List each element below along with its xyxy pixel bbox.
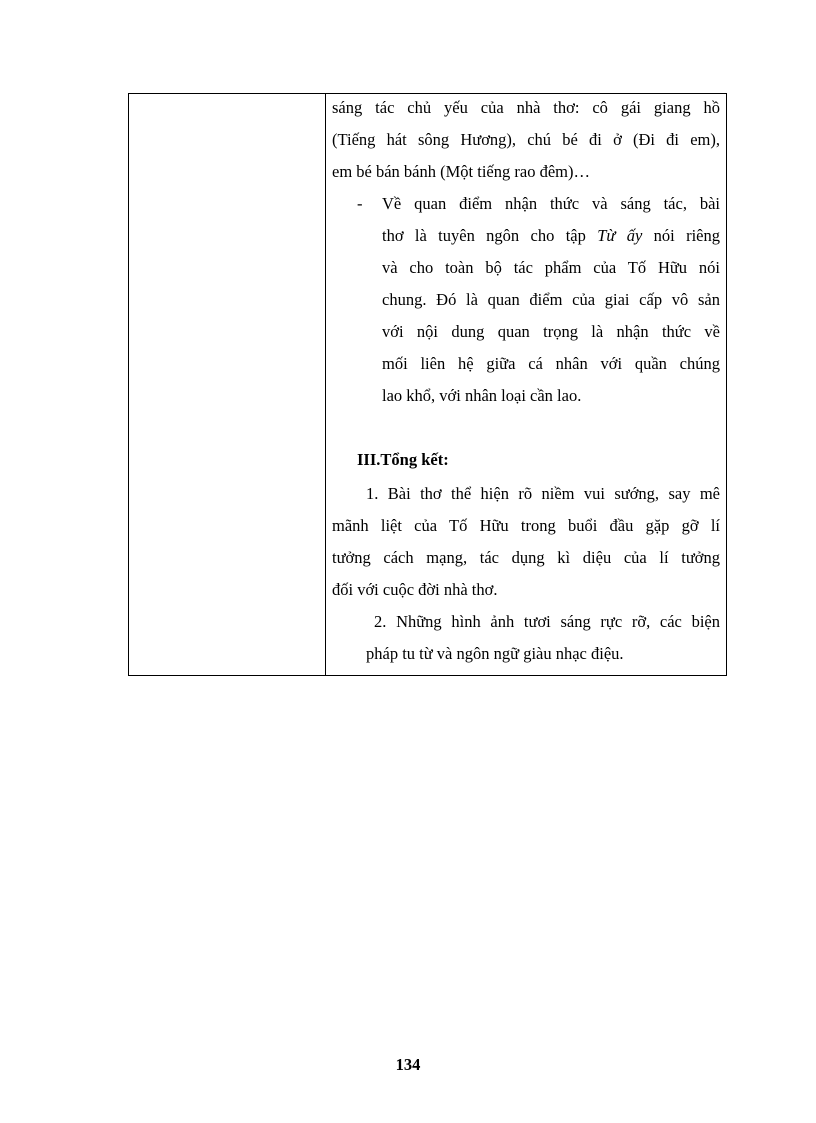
bullet-text: thơ là tuyên ngôn cho tập bbox=[382, 226, 598, 245]
page-number: 134 bbox=[395, 1055, 421, 1074]
bullet-line: chung. Đó là quan điểm của giai cấp vô sản bbox=[382, 290, 720, 309]
summary-line: đối với cuộc đời nhà thơ. bbox=[332, 580, 498, 599]
bullet-line: lao khổ, với nhân loại cần lao. bbox=[382, 386, 582, 405]
column-divider bbox=[325, 94, 326, 675]
bullet-line: với nội dung quan trọng là nhận thức về bbox=[382, 322, 720, 341]
bullet-line: và cho toàn bộ tác phẩm của Tố Hữu nói bbox=[382, 258, 720, 277]
bullet-line bbox=[382, 226, 720, 246]
table-left-cell bbox=[129, 94, 325, 675]
paragraph-line: em bé bán bánh (Một tiếng rao đêm)… bbox=[332, 162, 590, 181]
paragraph-line: sáng tác chủ yếu của nhà thơ: cô gái giang hồ bbox=[332, 98, 720, 117]
paragraph-line: (Tiếng hát sông Hương), chú bé đi ở (Đi đi em), bbox=[332, 130, 720, 149]
bullet-marker: - bbox=[357, 194, 363, 213]
summary-line: mãnh liệt của Tố Hữu trong buổi đầu gặp gỡ lí bbox=[332, 516, 720, 535]
summary-line: 2. Những hình ảnh tươi sáng rực rỡ, các biện bbox=[374, 612, 720, 631]
bullet-text: nói riêng bbox=[642, 226, 720, 245]
summary-line: 1. Bài thơ thể hiện rõ niềm vui sướng, say mê bbox=[366, 484, 720, 503]
summary-line: pháp tu từ và ngôn ngữ giàu nhạc điệu. bbox=[366, 644, 624, 663]
section-heading: III.Tổng kết: bbox=[357, 450, 449, 469]
content-table bbox=[128, 93, 727, 676]
book-title: Từ ấy bbox=[597, 226, 643, 245]
bullet-line: Về quan điểm nhận thức và sáng tác, bài bbox=[382, 194, 720, 213]
summary-line: tưởng cách mạng, tác dụng kì diệu của lí tưởng bbox=[332, 548, 720, 567]
bullet-line: mối liên hệ giữa cá nhân với quần chúng bbox=[382, 354, 720, 373]
